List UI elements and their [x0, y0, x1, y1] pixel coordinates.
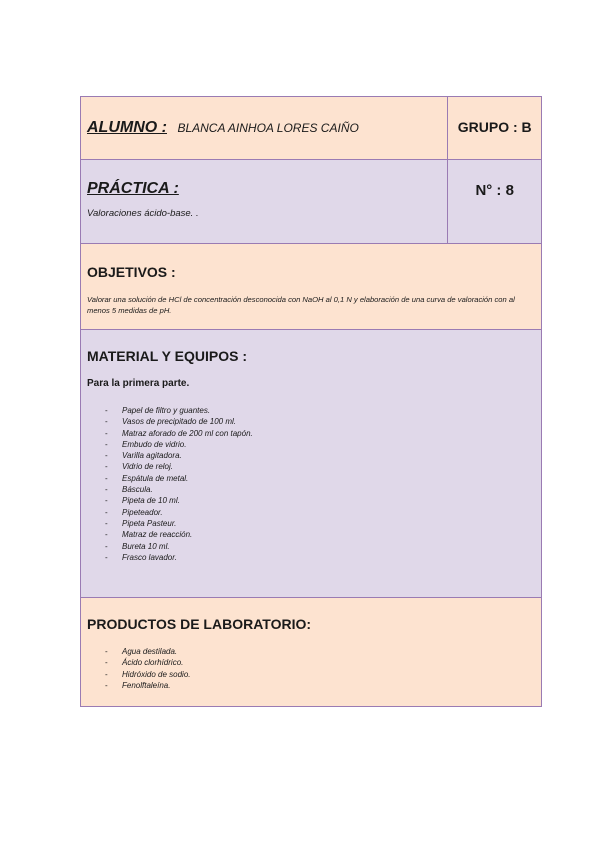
practice-description: Valoraciones ácido-base. .	[87, 208, 199, 219]
list-item: - Vidrio de reloj.	[87, 461, 533, 472]
practice-row	[80, 160, 542, 244]
products-cell	[81, 598, 541, 706]
list-item: - Papel de filtro y guantes.	[87, 405, 533, 416]
material-subtitle: Para la primera parte.	[87, 378, 190, 389]
products-list	[87, 646, 533, 691]
list-item: - Vasos de precipitado de 100 ml.	[87, 416, 533, 427]
material-row	[80, 330, 542, 598]
student-name: BLANCA AINHOA LORES CAIÑO	[177, 121, 359, 135]
student-row	[80, 96, 542, 160]
list-item: - Pipeteador.	[87, 507, 533, 518]
list-item: - Agua destilada.	[87, 646, 533, 657]
list-item: - Bureta 10 ml.	[87, 541, 533, 552]
practica-label: PRÁCTICA :	[87, 180, 179, 197]
list-item: - Fenolftaleína.	[87, 680, 533, 691]
material-cell	[81, 330, 541, 597]
list-item: - Espátula de metal.	[87, 473, 533, 484]
list-item: - Frasco lavador.	[87, 552, 533, 563]
lab-report-sheet	[80, 96, 542, 707]
material-title: MATERIAL Y EQUIPOS :	[87, 348, 247, 364]
list-item: - Báscula.	[87, 484, 533, 495]
objectives-cell	[81, 244, 541, 329]
products-title: PRODUCTOS DE LABORATORIO:	[87, 616, 312, 632]
list-item: - Embudo de vidrio.	[87, 439, 533, 450]
products-row	[80, 598, 542, 707]
list-item: - Pipeta Pasteur.	[87, 518, 533, 529]
list-item: - Pipeta de 10 ml.	[87, 495, 533, 506]
objectives-row	[80, 244, 542, 330]
objectives-text: Valorar una solución de HCl de concentración desconocida con NaOH al 0,1 N y elaboración de una curva de valoración con al menos 5 medidas de pH.	[87, 295, 515, 315]
material-list	[87, 405, 533, 563]
list-item: - Hidróxido de sodio.	[87, 669, 533, 680]
practice-cell	[81, 160, 447, 243]
alumno-label: ALUMNO :	[87, 119, 167, 136]
list-item: - Varilla agitadora.	[87, 450, 533, 461]
group-cell: GRUPO : B	[447, 97, 541, 159]
objectives-title: OBJETIVOS :	[87, 264, 176, 280]
list-item: - Matraz de reacción.	[87, 529, 533, 540]
student-cell	[81, 97, 447, 159]
list-item: - Ácido clorhídrico.	[87, 657, 533, 668]
practice-number: N° : 8	[447, 160, 541, 243]
list-item: - Matraz aforado de 200 ml con tapón.	[87, 428, 533, 439]
